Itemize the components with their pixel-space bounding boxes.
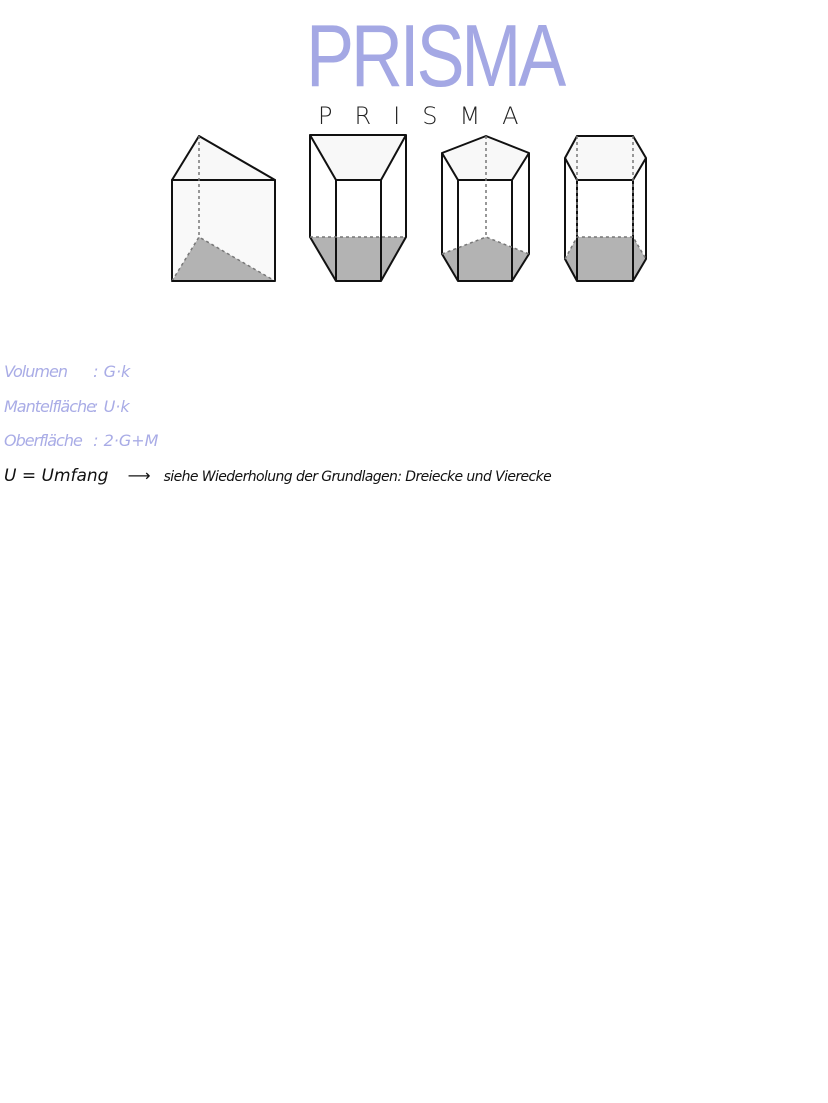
triangular-prism <box>172 136 275 281</box>
formula-surface-area <box>4 431 158 450</box>
formula-value: : U·k <box>93 397 130 416</box>
formula-lateral-area <box>4 397 130 416</box>
note-reference: siehe Wiederholung der Grundlagen: Dreiecke und Vierecke <box>163 469 552 485</box>
title-large: PRISMA <box>306 6 563 105</box>
note-umfang: U = Umfang <box>4 466 109 486</box>
title-small: PRISMA <box>318 102 541 130</box>
note-line <box>4 466 551 486</box>
formula-label: Oberfläche <box>4 431 82 450</box>
formula-volume <box>4 362 130 381</box>
hexagonal-prism <box>565 136 646 281</box>
formula-value: : 2·G+M <box>93 431 159 450</box>
prism-figures <box>0 0 828 320</box>
formula-label: Mantelfläche <box>4 397 95 416</box>
trapezoid-prism <box>310 135 406 281</box>
arrow-icon: ⟶ <box>127 466 151 485</box>
pentagonal-prism <box>442 136 529 281</box>
formula-label: Volumen <box>4 362 67 381</box>
formula-value: : G·k <box>93 362 131 381</box>
